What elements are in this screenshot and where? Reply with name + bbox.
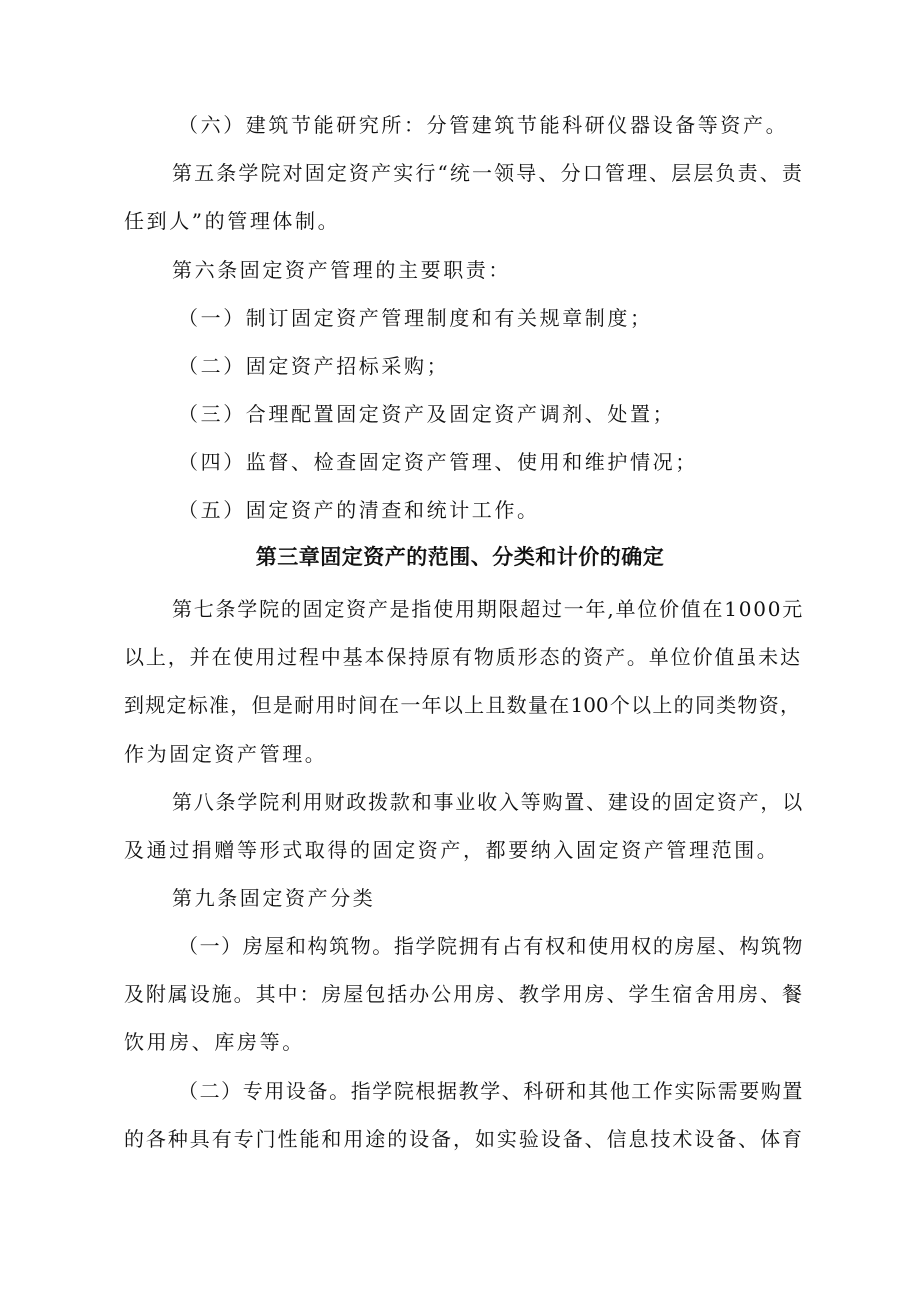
paragraph-line: （四）监督、检查固定资产管理、使用和维护情况； (178, 450, 698, 474)
paragraph-line: 作为固定资产管理。 (124, 742, 328, 766)
paragraph-line: 第八条学院利用财政拨款和事业收入等购置、建设的固定资产，以 (172, 790, 804, 814)
paragraph-line: （六）建筑节能研究所：分管建筑节能科研仪器设备等资产。 (178, 113, 789, 137)
paragraph-line: 第五条学院对固定资产实行“统一领导、分口管理、层层负责、责 (172, 161, 804, 185)
paragraph-line: 以上，并在使用过程中基本保持原有物质形态的资产。单位价值虽未达 (124, 645, 800, 669)
paragraph-line: 及通过捐赠等形式取得的固定资产，都要纳入固定资产管理范围。 (124, 838, 780, 862)
paragraph-line: 第七条学院的固定资产是指使用期限超过一年,单位价值在1000元 (172, 597, 804, 621)
paragraph-line: 第九条固定资产分类 (172, 886, 376, 910)
paragraph-line: （二）专用设备。指学院根据教学、科研和其他工作实际需要购置 (178, 1079, 804, 1103)
paragraph-line: 饮用房、库房等。 (124, 1030, 305, 1054)
paragraph-line: 第六条固定资产管理的主要职责： (172, 258, 511, 282)
paragraph-line: （二）固定资产招标采购； (178, 354, 450, 378)
paragraph-line: （一）制订固定资产管理制度和有关规章制度； (178, 306, 653, 330)
paragraph-line: 到规定标准，但是耐用时间在一年以上且数量在100个以上的同类物资， (124, 693, 800, 717)
paragraph-line: 任到人”的管理体制。 (124, 209, 341, 233)
paragraph-line: 及附属设施。其中：房屋包括办公用房、教学用房、学生宿舍用房、餐 (124, 982, 804, 1006)
paragraph-line: （一）房屋和构筑物。指学院拥有占有权和使用权的房屋、构筑物 (178, 934, 804, 958)
paragraph-line: （五）固定资产的清查和统计工作。 (178, 498, 540, 522)
paragraph-line: （三）合理配置固定资产及固定资产调剂、处置； (178, 402, 676, 426)
chapter-heading: 第三章固定资产的范围、分类和计价的确定 (255, 545, 665, 569)
paragraph-line: 的各种具有专门性能和用途的设备，如实验设备、信息技术设备、体育 (124, 1127, 804, 1151)
